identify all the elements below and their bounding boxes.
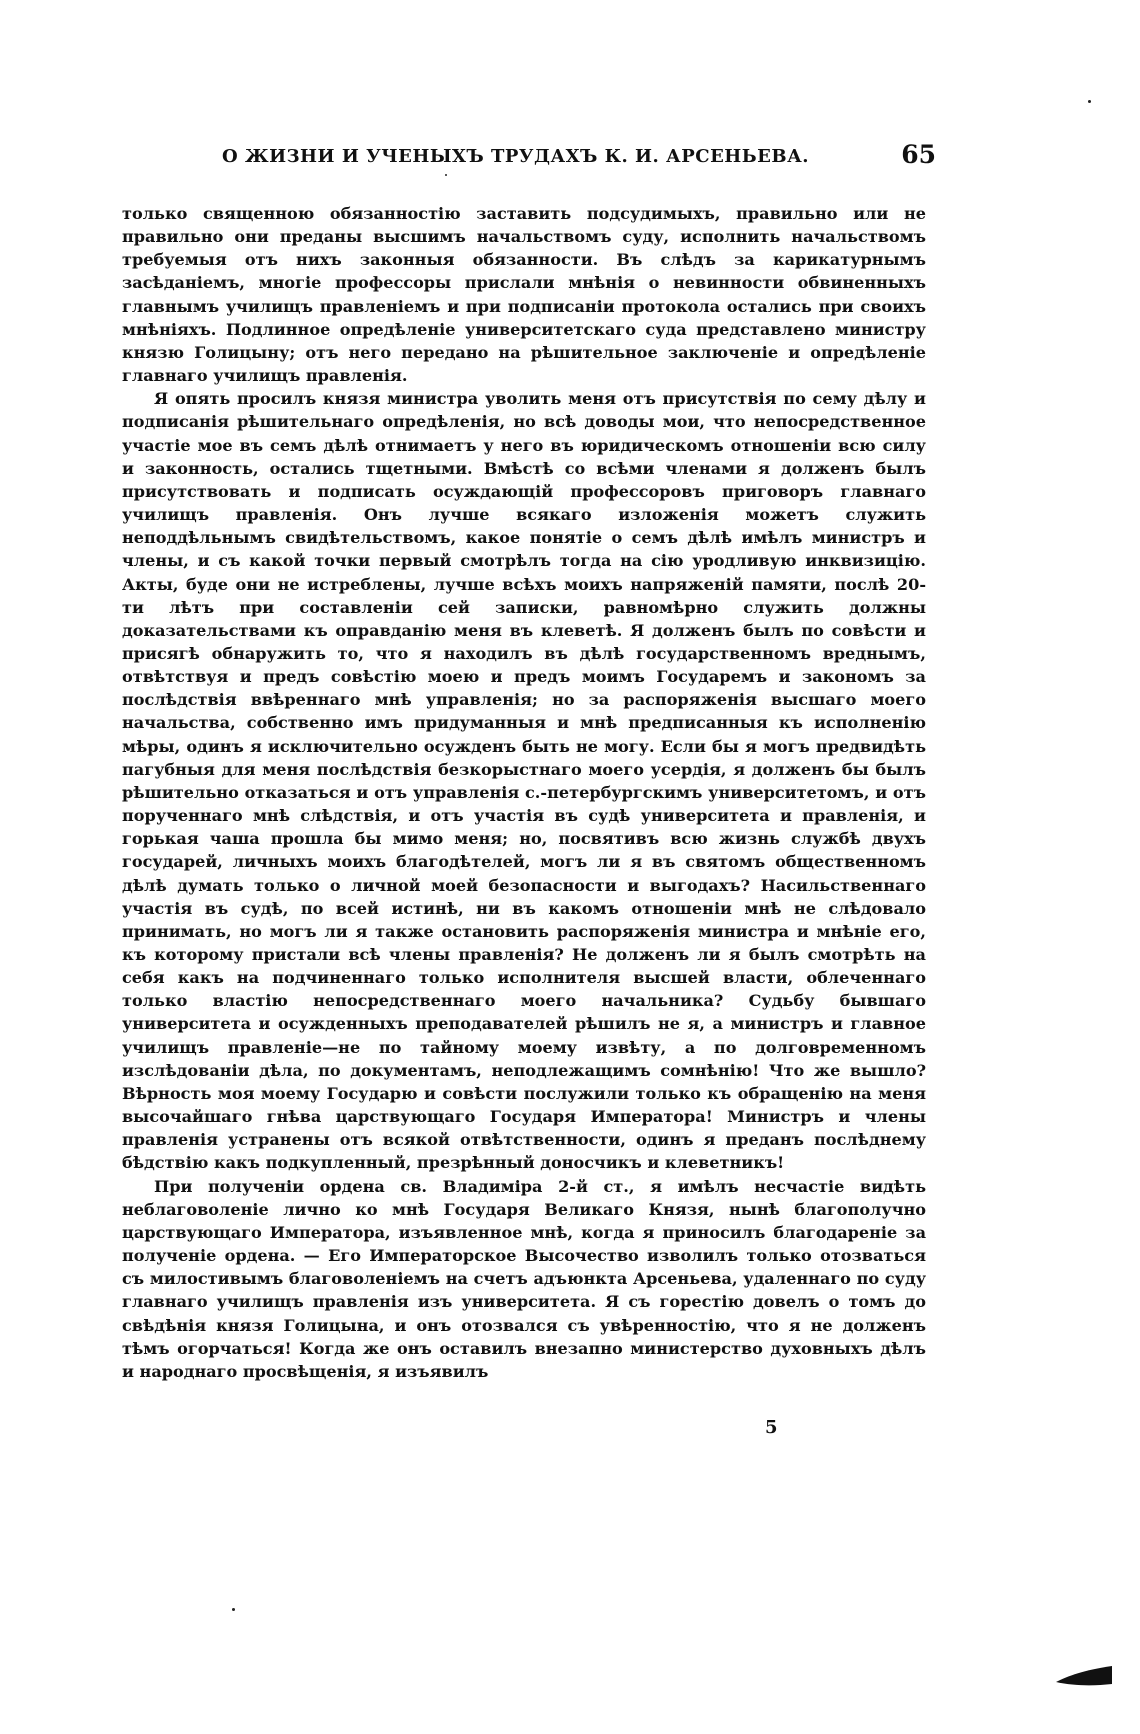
stray-dot: [232, 1608, 235, 1611]
signature-mark: 5: [765, 1417, 778, 1438]
ink-blot-icon: [1054, 1660, 1114, 1688]
stray-dot: [445, 174, 447, 176]
paragraph-1: только священною обязанностію заставить подсудимыхъ, правильно или не правильно они преданы высшимъ начальствомъ суду, исполнить начальствомъ требуемыя отъ нихъ законныя обязанности. Въ слѣдъ за карикатурнымъ засѣданіемъ, многіе профессоры прислали мнѣнія о невинности обвиненныхъ главнымъ училищъ правленіемъ и при подписаніи протокола остались при своихъ мнѣніяхъ. Подлинное опредѣленіе университетскаго суда представлено министру князю Голицыну; отъ него передано на рѣшительное заключеніе и опредѣленіе главнаго училищъ правленія.: [122, 204, 926, 386]
body-text: [122, 202, 926, 1383]
header-title: О ЖИЗНИ И УЧЕНЫХЪ ТРУДАХЪ К. И. АРСЕНЬЕВА.: [222, 146, 810, 167]
page-number: 65: [901, 140, 936, 169]
paragraph-2: Я опять просилъ князя министра уволить меня отъ присутствія по сему дѣлу и подписанія рѣшительнаго опредѣленія, но всѣ доводы мои, что непосредственное участіе мое въ семъ дѣлѣ отнимаетъ у него въ юридическомъ отношеніи всю силу и законность, остались тщетными. Вмѣстѣ со всѣми членами я долженъ былъ присутствовать и подписать осуждающій профессоровъ приговоръ главнаго училищъ правленія. Онъ лучше всякаго изложенія можетъ служить неподдѣльнымъ свидѣтельствомъ, какое понятіе о семъ дѣлѣ имѣлъ министръ и члены, и съ какой точки первый смотрѣлъ тогда на сію уродливую инквизицію. Акты, буде они не истреблены, лучше всѣхъ моихъ напряженій памяти, послѣ 20-ти лѣтъ при составленіи сей записки, равномѣрно служить должны доказательствами къ оправданію меня въ клеветѣ. Я долженъ былъ по совѣсти и присягѣ обнаружить то, что я находилъ въ дѣлѣ государственномъ вреднымъ, отвѣтствуя и предъ совѣстію моею и предъ моимъ Государемъ и закономъ за послѣдствія ввѣреннаго мнѣ управленія; но за распоряженія высшаго моего начальства, собственно имъ придуманныя и мнѣ предписанныя къ исполненію мѣры, одинъ я исключительно осужденъ быть не могу. Если бы я могъ предвидѣть пагубныя для меня послѣдствія безкорыстнаго моего усердія, я долженъ бы былъ рѣшительно отказаться и отъ управленія с.-петербургскимъ университетомъ, и отъ порученнаго мнѣ слѣдствія, и отъ участія въ судѣ университета и правленія, и горькая чаша прошла бы мимо меня; но, посвятивъ всю жизнь службѣ двухъ государей, личныхъ моихъ благодѣтелей, могъ ли я въ святомъ общественномъ дѣлѣ думать только о личной моей безопасности и выгодахъ? Насильственнаго участія въ судѣ, по всей истинѣ, ни въ какомъ отношеніи мнѣ не слѣдовало принимать, но могъ ли я также остановить распоряженія министра и мнѣніе его, къ которому пристали всѣ члены правленія? Не долженъ ли я былъ смотрѣть на себя какъ на подчиненнаго только исполнителя высшей власти, облеченнаго только властію непосредственнаго моего начальника? Судьбу бывшаго университета и осужденныхъ преподавателей рѣшилъ не я, а министръ и главное училищъ правленіе—не по тайному моему извѣту, а по долговременномъ изслѣдованіи дѣла, по документамъ, неподлежащимъ сомнѣнію! Что же вышло? Вѣрность моя моему Государю и совѣсти послужили только къ обращенію на меня высочайшаго гнѣва царствующаго Государя Императора! Министръ и члены правленія устранены отъ всякой отвѣтственности, одинъ я преданъ послѣднему бѣдствію какъ подкупленный, презрѣнный доносчикъ и клеветникъ!: [122, 389, 926, 1173]
paragraph-3: При полученіи ордена св. Владиміра 2-й ст., я имѣлъ несчастіе видѣть неблаговоленіе лично ко мнѣ Государя Великаго Князя, нынѣ благополучно царствующаго Императора, изъявленное мнѣ, когда я приносилъ благодареніе за полученіе ордена. — Его Императорское Высочество изволилъ только отозваться съ милостивымъ благоволеніемъ на счетъ адъюнкта Арсеньева, удаленнаго по суду главнаго училищъ правленія изъ университета. Я съ горестію довелъ о томъ до свѣдѣнія князя Голицына, и онъ отозвался съ увѣренностію, что я не долженъ тѣмъ огорчаться! Когда же онъ оставилъ внезапно министерство духовныхъ дѣлъ и народнаго просвѣщенія, я изъявилъ: [122, 1176, 926, 1381]
running-header: [216, 136, 936, 176]
stray-dot: [1088, 100, 1091, 103]
